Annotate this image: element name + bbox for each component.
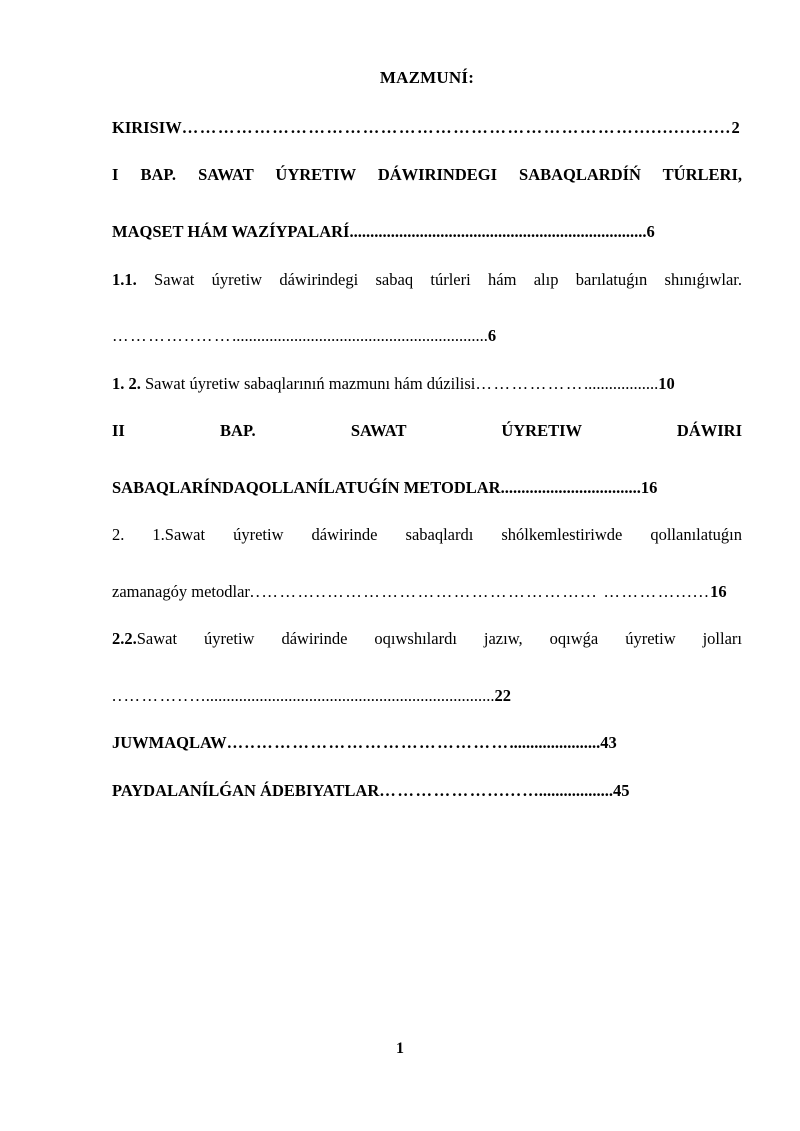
dot-leader-b: …………...... <box>597 581 711 601</box>
toc-page-number: 16 <box>640 477 658 497</box>
dot-leader-b: ….................. <box>522 780 613 800</box>
toc-entry-label-line2: SABAQLARÍNDAQOLLANÍLATUǴÍN METODLAR <box>112 477 501 497</box>
toc-entry-paydalanilgan-adebiyatlar[interactable] <box>112 777 742 805</box>
toc-entry-chapter-1[interactable] <box>112 161 742 246</box>
dot-leader-b: .................. <box>584 373 659 393</box>
dot-leader: …………………………………………………………………................. <box>181 118 732 137</box>
dot-leader-a: …..…………………………………… <box>226 733 510 753</box>
toc-page-number: 10 <box>658 373 675 393</box>
toc-entry-label-line1: II BAP. SAWAT ÚYRETIW DÁWIRI <box>112 421 742 440</box>
toc-page-number: 45 <box>612 780 630 800</box>
toc-entry-label: KIRISIW <box>112 118 182 137</box>
dot-leader: .................................. <box>500 477 641 497</box>
toc-entry-number: 1.1. <box>112 269 137 289</box>
dot-leader-line2: …...................................................................... <box>189 686 495 705</box>
dot-leader-a: ..………..……………………………………... <box>249 581 598 601</box>
dot-leader-line1: ..……….. <box>112 686 190 705</box>
toc-entry-label: JUWMAQLAW <box>112 733 227 753</box>
page-number-footer: 1 <box>396 1040 404 1057</box>
dot-leader-b: .............................................................. <box>232 326 488 346</box>
toc-entry-section-2-1[interactable] <box>112 521 742 606</box>
dot-leader-a: …………..…… <box>112 326 233 346</box>
dot-leader-b: ...................... <box>509 733 601 753</box>
toc-entry-kirisiw[interactable] <box>112 114 742 142</box>
table-of-contents <box>112 68 742 824</box>
toc-entry-label-line1: I BAP. SAWAT ÚYRETIW DÁWIRINDEGI SABAQLARDÍŃ TÚRLERI, <box>112 165 742 185</box>
page-title: MAZMUNÍ: <box>379 68 475 87</box>
toc-entry-label: Sawat úyretiw sabaqlarınıń mazmunı hám dúzilisi <box>140 373 476 393</box>
toc-entry-juwmaqlaw[interactable] <box>112 729 742 757</box>
toc-page-number: 43 <box>600 733 617 753</box>
toc-page-number: 16 <box>710 581 727 601</box>
toc-entry-section-1-1[interactable] <box>112 266 742 351</box>
dot-leader-a: ……………… <box>475 373 584 393</box>
toc-entry-label: PAYDALANÍLǴAN ÁDEBIYATLAR <box>112 780 380 800</box>
toc-entry-number: 2.2. <box>112 629 137 649</box>
dot-leader: ........................................................................ <box>349 222 647 242</box>
toc-entry-label: Sawat úyretiw dáwirinde oqıwshılardı jazıw, oqıwǵa úyretiw jolları <box>136 629 742 649</box>
toc-entry-label-line2: zamanagóy metodlar <box>112 581 250 601</box>
toc-page-number: 6 <box>646 222 655 242</box>
toc-page-number: 22 <box>494 686 511 705</box>
toc-entry-label-line1: 2. 1.Sawat úyretiw dáwirinde sabaqlardı shólkemlestiriwde qollanılatuǵın <box>112 525 742 545</box>
dot-leader-a: ………………...... <box>379 780 523 800</box>
toc-page-number: 2 <box>731 118 740 137</box>
toc-entry-label: Sawat úyretiw dáwirindegi sabaq túrleri hám alıp barılatuǵın shınıǵıwlar. <box>136 269 742 289</box>
toc-entry-label-line2: MAQSET HÁM WAZÍYPALARÍ <box>112 222 350 242</box>
toc-entry-section-2-2[interactable] <box>112 625 742 710</box>
toc-entry-chapter-2[interactable] <box>112 417 742 502</box>
toc-entry-number: 1. 2. <box>112 373 141 393</box>
toc-entry-section-1-2[interactable] <box>112 370 742 398</box>
toc-page-number: 6 <box>487 326 497 346</box>
